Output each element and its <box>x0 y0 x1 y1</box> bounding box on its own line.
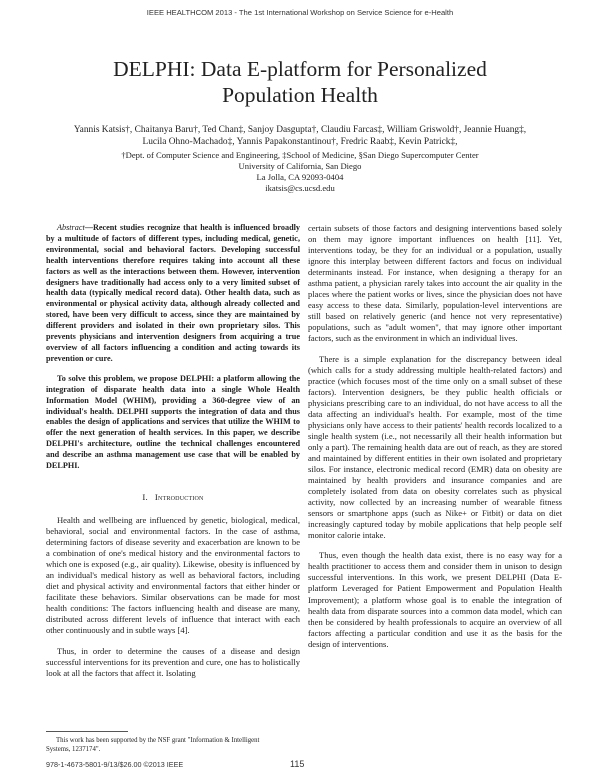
right-paragraph-2: There is a simple explanation for the discrepancy between ideal (which calls for a study addressing multiple health-related factors) and practice (which focuses most of the time only on a small subset of these factors). Intervention designers, be they public health officials or physicians prescribing care to an individual, do not have access to all the data affecting an individual's health. For example, most of the time physicians only have access to their patients' health records localized to a single health system (i.e., not necessarily all their health information but only a part). The remaining health data are out of reach, as they are stored and maintained by different entities in their own isolated and proprietary silos. For instance, electronic medical record (EMR) data on obesity are maintained by health providers and insurance companies and are completely isolated from data on obesity correlates such as physical activity, now collected by an increasing number of wearable fitness sensors or smartphone apps (such as Nike+ or Fitbit) or data on diet increasingly captured today by mobile applications that help people self monitor calorie intake. <box>308 353 562 541</box>
contact-email: ikatsis@cs.ucsd.edu <box>265 183 335 193</box>
section-title: Introduction <box>154 491 204 502</box>
authors-line-1: Yannis Katsis†, Chaitanya Baru†, Ted Chan‡, Sanjoy Dasgupta†, Claudiu Farcas‡, William Griswold†, Jeannie Huang‡, <box>73 125 527 135</box>
abstract-paragraph-2: To solve this problem, we propose DELPHI: a platform allowing the integration of disparate health data into a single Whole Health Information Model (WHIM), providing a 360-degree view of an individual's health. DELPHI supports the integration of data and thus enables the design of applications and services that utilize the WHIM to offer the next generation of health services. In this paper, we describe DELPHI's architecture, outline the technical challenges encountered and describe an asthma management use case that will be enabled by DELPHI. <box>46 373 300 471</box>
abstract-label: Abstract <box>57 223 85 232</box>
intro-paragraph-2: Thus, in order to determine the causes of a disease and design successful interventions for its prevention and cure, one has to holistically look at all the factors that affect it. Isolating <box>46 645 300 678</box>
footnote-line-1: This work has been supported by the NSF grant "Information & Intelligent <box>56 737 260 744</box>
paper-title <box>60 56 540 108</box>
affiliation-address: La Jolla, CA 92093-0404 <box>256 172 344 182</box>
footnote-rule <box>46 731 128 732</box>
author-list <box>36 124 564 148</box>
authors-line-2: Lucila Ohno-Machado‡, Yannis Papakonstantinou†, Fredric Raab‡, Kevin Patrick‡, <box>142 137 458 147</box>
footer-isbn: 978-1-4673-5801-9/13/$26.00 ©2013 IEEE <box>46 760 184 769</box>
footnote-line-2: Systems, 1237174". <box>46 746 101 753</box>
abstract-paragraph-1 <box>46 223 300 365</box>
section-heading-introduction <box>46 492 300 503</box>
title-line-2: Population Health <box>222 83 378 107</box>
section-number: I. <box>142 491 148 502</box>
affiliations <box>60 150 540 194</box>
right-paragraph-3: Thus, even though the health data exist, there is no easy way for a health practitioner to access them and consider them in unison to design successful interventions. In this work, we present DELPHI (Data E-platform Leveraged for Patient Empowerment and Population Health Improvement); a platform whose goal is to enable the integration of health data from disparate sources into a common data model, which can then be considered by health professionals to acquire an overview of all factors affecting a particular condition and use it as the basis for the design of interventions. <box>308 550 562 649</box>
intro-paragraph-1: Health and wellbeing are influenced by genetic, biological, medical, behavioral, social and environmental factors. In the case of asthma, determining factors of disease severity and exacerbation are known to be a combination of one's medical history and the environmental factors to which one is exposed (e.g., air quality). Likewise, obesity is influenced by an individual's medical history as well as behavioral factors, including diet and physical activity and environmental factors that either hinder or facilitate these behaviors. Similar observations can be made for most health conditions: The factors influencing health and disease are many, distributed across different levels of influence that interact with each other continuously and in subtle ways [4]. <box>46 514 300 636</box>
page-number: 115 <box>290 759 305 769</box>
right-column <box>308 223 562 650</box>
affiliation-departments: †Dept. of Computer Science and Engineering, ‡School of Medicine, §San Diego Supercomputer Center <box>121 150 479 160</box>
funding-footnote <box>46 736 298 754</box>
right-paragraph-1: certain subsets of those factors and designing interventions based solely on them may ignore important influences on health [11]. Yet, interventions today, be they for an individual or a population, usually ignore this interplay between different factors and focus on individual determinants instead. For instance, when designing a therapy for an asthma patient, a physician rarely takes into account the air quality in the places where the patient works or lives, since the physician does not have easy access to these data. Similarly, population-level interventions are still based on relatively generic (and hence not very representative) populations, such as "adult women", that may ignore other important factors, such as the environment in which an individual lives. <box>308 223 562 344</box>
affiliation-university: University of California, San Diego <box>238 161 362 171</box>
running-header: IEEE HEALTHCOM 2013 - The 1st International Workshop on Service Science for e-Health <box>146 8 454 17</box>
abstract-text-1: —Recent studies recognize that health is influenced broadly by a multitude of factors of different types, including medical, genetic, environmental, social and behavioral factors. Developing successful health interventions therefore requires taking into account all these factors as well as the interactions between them. However, intervention designers have traditionally had access only to a very limited subset of health data (typically medical record data). Other health data, such as environmental or physical activity data, although already collected and stored, have been very difficult to access, since they are maintained by different providers and isolated in their own proprietary silos. This prevents physicians and intervention designers from acquiring a true overview of all factors influencing a condition and acting towards its prevention or cure. <box>46 223 300 363</box>
title-line-1: DELPHI: Data E-platform for Personalized <box>113 57 487 81</box>
left-column <box>46 223 300 679</box>
